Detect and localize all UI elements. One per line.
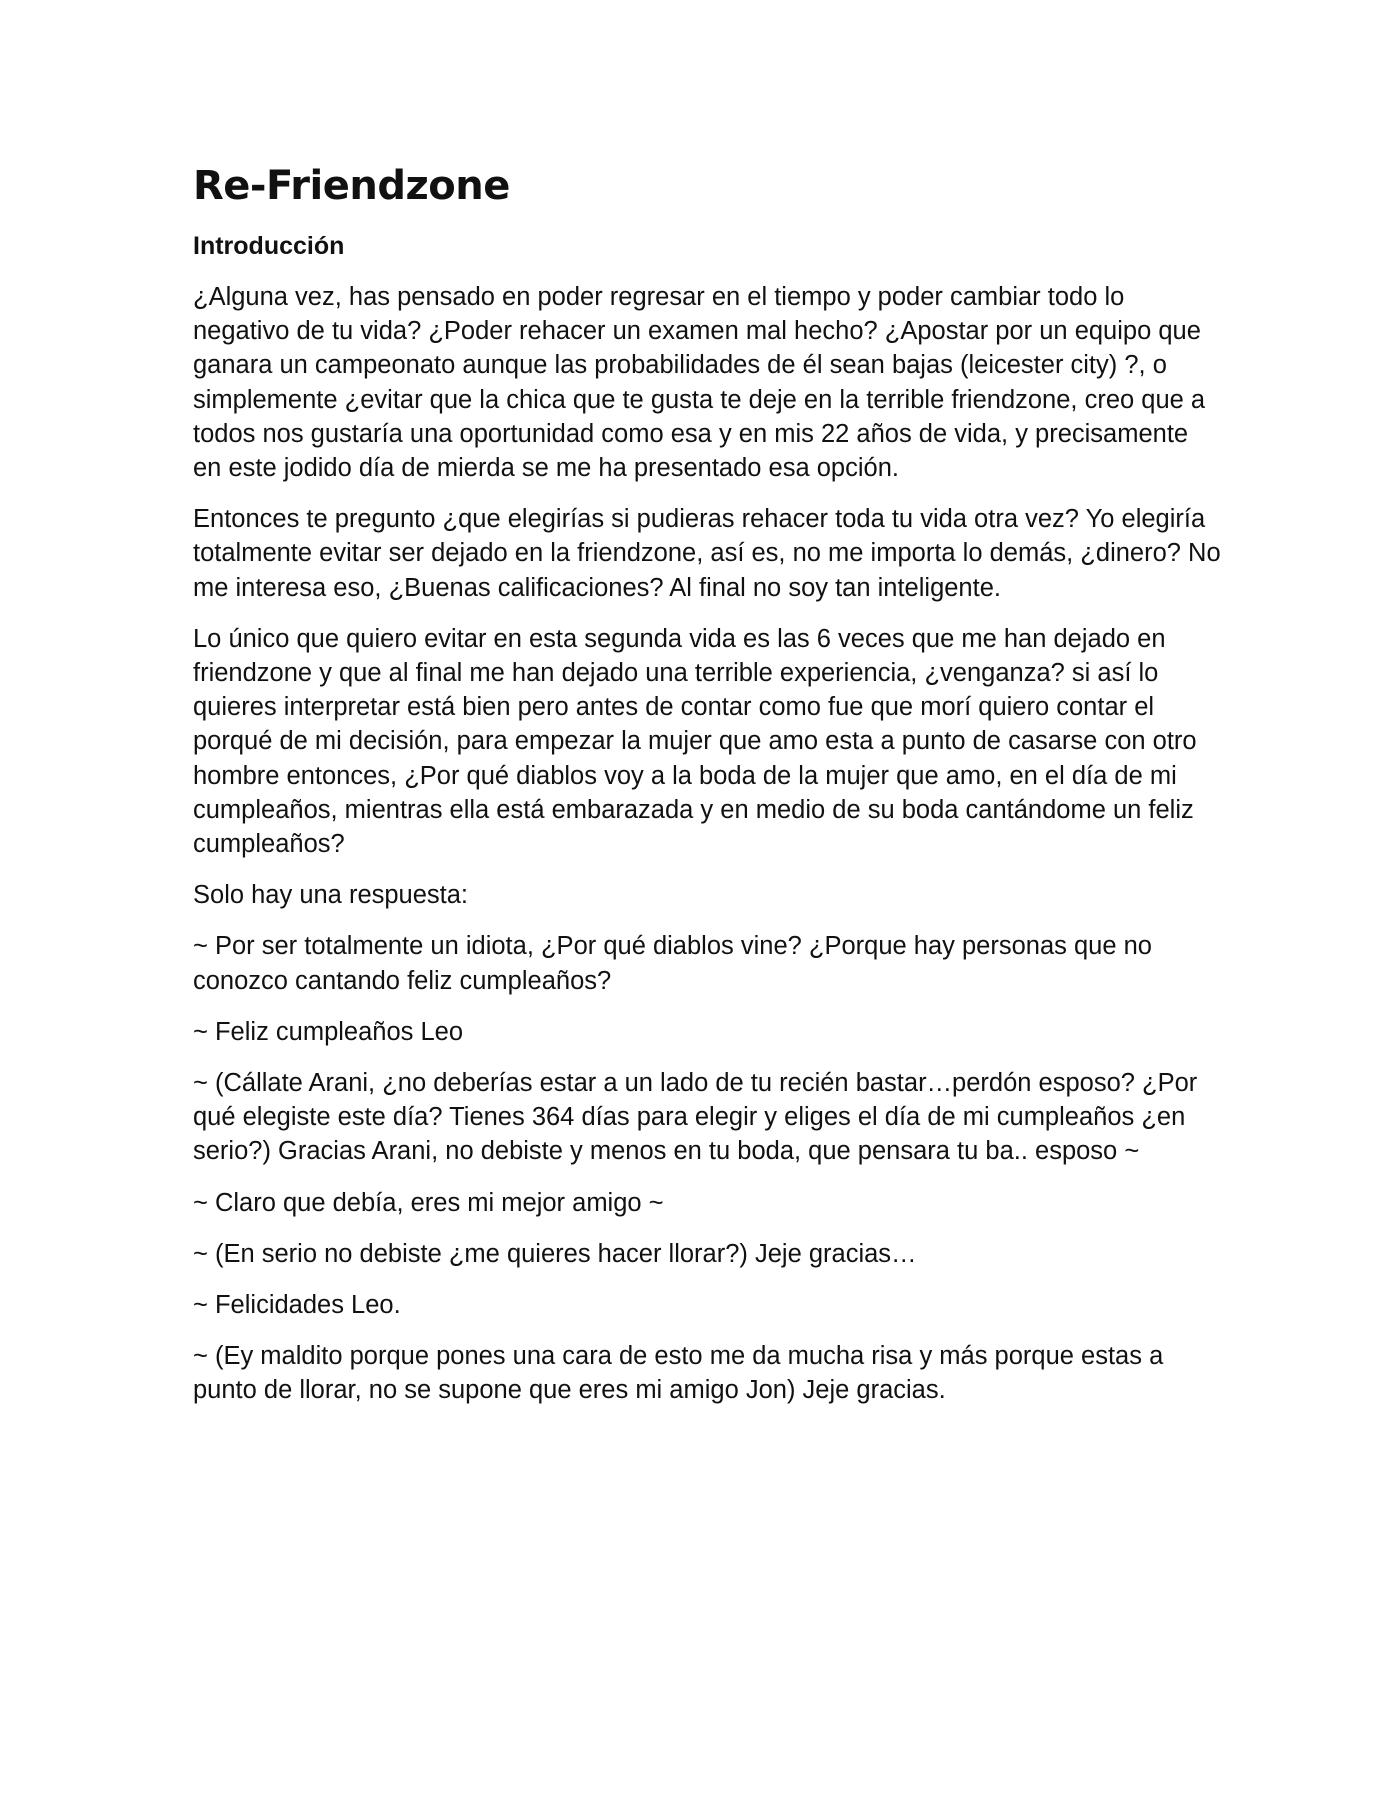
dialogue-line-6: ~ Felicidades Leo. bbox=[193, 1291, 401, 1320]
dialogue-line-7: ~ (Ey maldito porque pones una cara de esto me da mucha risa y más porque estas a punto de llorar, no se supone que eres mi amigo Jon) Jeje gracias. bbox=[193, 1342, 1164, 1405]
dialogue-line-1: ~ Por ser totalmente un idiota, ¿Por qué diablos vine? ¿Porque hay personas que no conozco cantando feliz cumpleaños? bbox=[193, 932, 1152, 995]
paragraph-2: Entonces te pregunto ¿que elegirías si pudieras rehacer toda tu vida otra vez? Yo elegiría totalmente evitar ser dejado en la friendzone, así es, no me importa lo demás, ¿dinero? No me interesa eso, ¿Buenas calificaciones? Al final no soy tan inteligente. bbox=[193, 505, 1221, 602]
dialogue-line-2: ~ Feliz cumpleaños Leo bbox=[193, 1017, 464, 1046]
document-title: Re-Friendzone bbox=[193, 163, 510, 209]
paragraph-3: Lo único que quiero evitar en esta segunda vida es las 6 veces que me han dejado en friendzone y que al final me han dejado una terrible experiencia, ¿venganza? si así lo quieres interpretar está bien pero antes de contar como fue que morí quiero contar el porqué de mi decisión, para empezar la mujer que amo esta a punto de casarse con otro hombre entonces, ¿Por qué diablos voy a la boda de la mujer que amo, en el día de mi cumpleaños, mientras ella está embarazada y en medio de su boda cantándome un feliz cumpleaños? bbox=[193, 624, 1197, 859]
dialogue-line-3: ~ (Cállate Arani, ¿no deberías estar a un lado de tu recién bastar…perdón esposo? ¿Por qué elegiste este día? Tienes 364 días para elegir y eliges el día de mi cumpleaños ¿en serio?) Gracias Arani, no debiste y menos en tu boda, que pensara tu ba.. esposo ~ bbox=[193, 1069, 1198, 1166]
dialogue-line-4: ~ Claro que debía, eres mi mejor amigo ~ bbox=[193, 1188, 664, 1217]
dialogue-line-5: ~ (En serio no debiste ¿me quieres hacer llorar?) Jeje gracias… bbox=[193, 1239, 917, 1268]
paragraph-1: ¿Alguna vez, has pensado en poder regresar en el tiempo y poder cambiar todo lo negativo de tu vida? ¿Poder rehacer un examen mal hecho? ¿Apostar por un equipo que ganara un campeonato aunque las probabilidades de él sean bajas (leicester city) ?, o simplemente ¿evitar que la chica que te gusta te deje en la terrible friendzone, creo que a todos nos gustaría una oportunidad como esa y en mis 22 años de vida, y precisamente en este jodido día de mierda se me ha presentado esa opción. bbox=[193, 283, 1206, 483]
paragraph-4: Solo hay una respuesta: bbox=[193, 881, 469, 910]
section-heading: Introducción bbox=[193, 232, 345, 260]
document-page bbox=[193, 162, 1223, 1425]
